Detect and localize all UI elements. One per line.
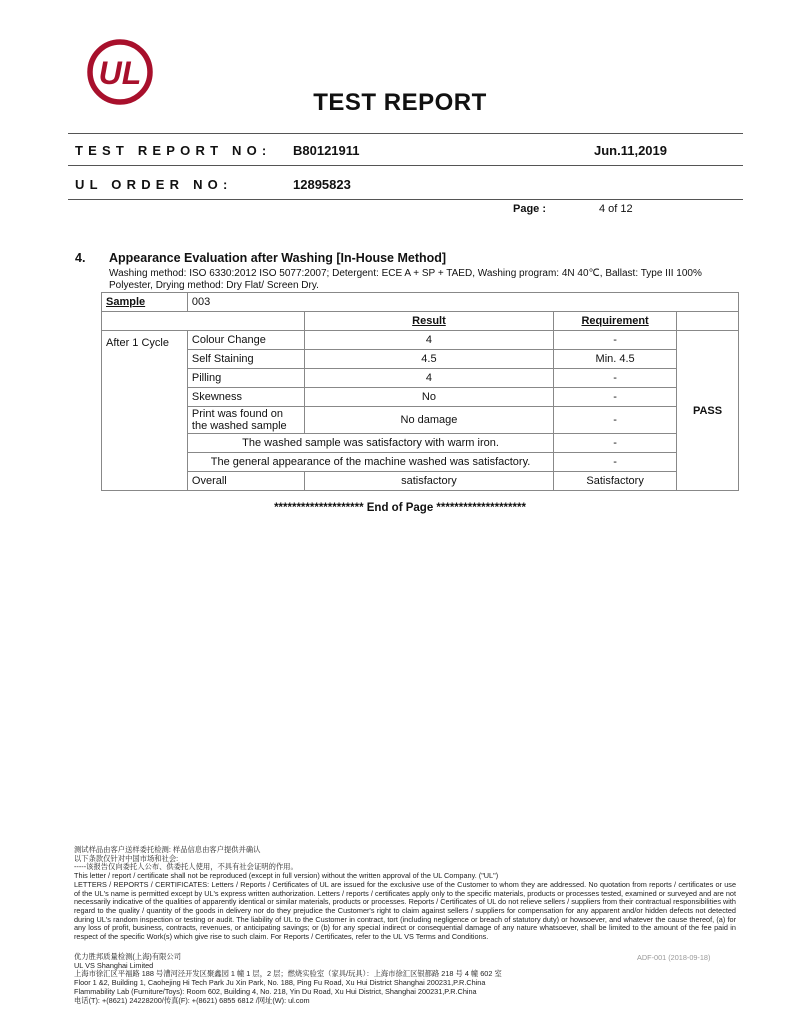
- table-row: [102, 369, 739, 388]
- company-en: UL VS Shanghai Limited: [74, 960, 154, 970]
- merged-row-text: The washed sample was satisfactory with warm iron.: [187, 434, 553, 453]
- row-result: 4: [304, 331, 553, 350]
- row-requirement: -: [554, 388, 677, 407]
- end-of-page: ******************** End of Page ********************: [274, 502, 526, 514]
- footer-paragraph: LETTERS / REPORTS / CERTIFICATES: Letters / Reports / Certificates of UL are issued for the exclusive use of the Customer to whom they are addressed. No quotation from reports / certificates or use of the UL's name is permitted except by UL's express written authorization. Letters / reports / certificates apply only to the specific materials, products or processes tested, examined or surveyed and are not necessarily indicative of the qualities of apparently identical or similar materials, products or processes. Reports / Certificates of UL do not relieve sellers / suppliers from their contractual responsibilities with regard to the quality / quantity of the goods in delivery nor do they prejudice the Customer's right to claim against sellers / suppliers for compensation for any apparent and/or hidden defects not detected during UL's random inspection or testing or audit. The liability of UL to the Customer in contract, tort (including negligence or breach of statutory duty) or howsoever, and whatever the cause thereof, (a) for any loss of profit, business, contracts, revenues, or anticipating savings; or (b) for any special indirect or consequential damage of any nature whatsoever, shall be limited to the amount of the fee paid in respect of the specific Work(s) which give rise to such claim. For Reports / Certificates, refer to the UL VS Terms and Conditions.: [74, 879, 736, 942]
- sample-value: 003: [187, 293, 738, 312]
- footer-cn-3: -----该报告仅向委托人公布、供委托人使用，不具有社会证明的作用。: [74, 862, 298, 872]
- footer-cn-2: 以下条款仅针对中国市场和社会:: [74, 853, 179, 863]
- row-item: Self Staining: [187, 350, 304, 369]
- header-result: Result: [304, 312, 553, 331]
- table-row: [102, 407, 739, 434]
- section-title: Appearance Evaluation after Washing [In-House Method]: [109, 251, 447, 265]
- table-row: [102, 453, 739, 472]
- contact-line: 电话(T): +(8621) 24228200/传真(F): +(8621) 6855 6812 /网址(W): ul.com: [74, 995, 310, 1005]
- row-item: Overall: [187, 472, 304, 491]
- report-no-label: TEST REPORT NO:: [75, 143, 272, 158]
- row-requirement: -: [554, 407, 677, 434]
- divider: [68, 165, 743, 166]
- row-item: Print was found on the washed sample: [187, 407, 304, 434]
- method-line-1: Washing method: ISO 6330:2012 ISO 5077:2007; Detergent: ECE A + SP + TAED, Washing program: 4N 40℃, Ballast: Type III 100%: [109, 268, 702, 279]
- row-result: 4.5: [304, 350, 553, 369]
- page-number: 4 of 12: [599, 203, 633, 215]
- table-row: [102, 331, 739, 350]
- row-requirement: Satisfactory: [554, 472, 677, 491]
- washing-method: [109, 268, 729, 291]
- page-title: TEST REPORT: [313, 89, 487, 116]
- row-result: No damage: [304, 407, 553, 434]
- divider: [68, 199, 743, 200]
- table-row: [102, 388, 739, 407]
- method-line-2: Polyester, Drying method: Dry Flat/ Screen Dry.: [109, 279, 319, 291]
- row-requirement: -: [554, 453, 677, 472]
- address-cn: 上海市徐汇区平福路 188 号漕河泾开发区聚鑫园 1 幢 1 层，2 层；燃烧实验室（家具/玩具）：上海市徐汇区银都路 218 号 4 幢 602 室: [74, 969, 502, 979]
- report-no-value: B80121911: [293, 143, 360, 158]
- footer-line-1: This letter / report / certificate shall not be reproduced (except in full version) without the written approval of the UL Company. ("UL"): [74, 871, 499, 881]
- order-no-label: UL ORDER NO:: [75, 177, 233, 192]
- table-row: [102, 293, 739, 312]
- row-item: Colour Change: [187, 331, 304, 350]
- section-number: 4.: [75, 251, 86, 265]
- row-result: No: [304, 388, 553, 407]
- row-item: Pilling: [187, 369, 304, 388]
- address-1: Floor 1 &2, Building 1, Caohejing Hi Tech Park Ju Xin Park, No. 188, Ping Fu Road, Xu Hui District Shanghai 200231,P.R.China: [74, 978, 486, 988]
- report-date: Jun.11,2019: [594, 143, 667, 158]
- table-row: [102, 434, 739, 453]
- divider: [68, 133, 743, 134]
- order-no-value: 12895823: [293, 177, 351, 192]
- row-item: Skewness: [187, 388, 304, 407]
- table-row: [102, 472, 739, 491]
- row-requirement: -: [554, 331, 677, 350]
- sample-label: Sample: [102, 293, 188, 312]
- header-requirement: Requirement: [554, 312, 677, 331]
- logo-text: UL: [98, 55, 142, 91]
- results-table: [101, 292, 739, 491]
- verdict: PASS: [677, 331, 739, 491]
- page-label: Page :: [513, 203, 547, 215]
- cycle-label: After 1 Cycle: [102, 331, 188, 491]
- footer-disclaimer: [74, 846, 736, 942]
- row-requirement: -: [554, 369, 677, 388]
- row-requirement: Min. 4.5: [554, 350, 677, 369]
- company-cn: 优力胜邦质量检测(上海)有限公司: [74, 952, 182, 961]
- form-code: ADF-001 (2018-09-18): [637, 953, 711, 962]
- address-2: Flammability Lab (Furniture/Toys): Room 602, Building 4, No. 218, Yin Du Road, Xu Hui District, Shanghai 200231,P.R.China: [74, 986, 477, 996]
- row-requirement: -: [554, 434, 677, 453]
- row-result: satisfactory: [304, 472, 553, 491]
- table-row: [102, 312, 739, 331]
- table-row: [102, 350, 739, 369]
- footer-cn-1: 测试样品由客户送样委托检测: 样品信息由客户提供并确认: [74, 845, 261, 854]
- row-result: 4: [304, 369, 553, 388]
- merged-row-text: The general appearance of the machine washed was satisfactory.: [187, 453, 553, 472]
